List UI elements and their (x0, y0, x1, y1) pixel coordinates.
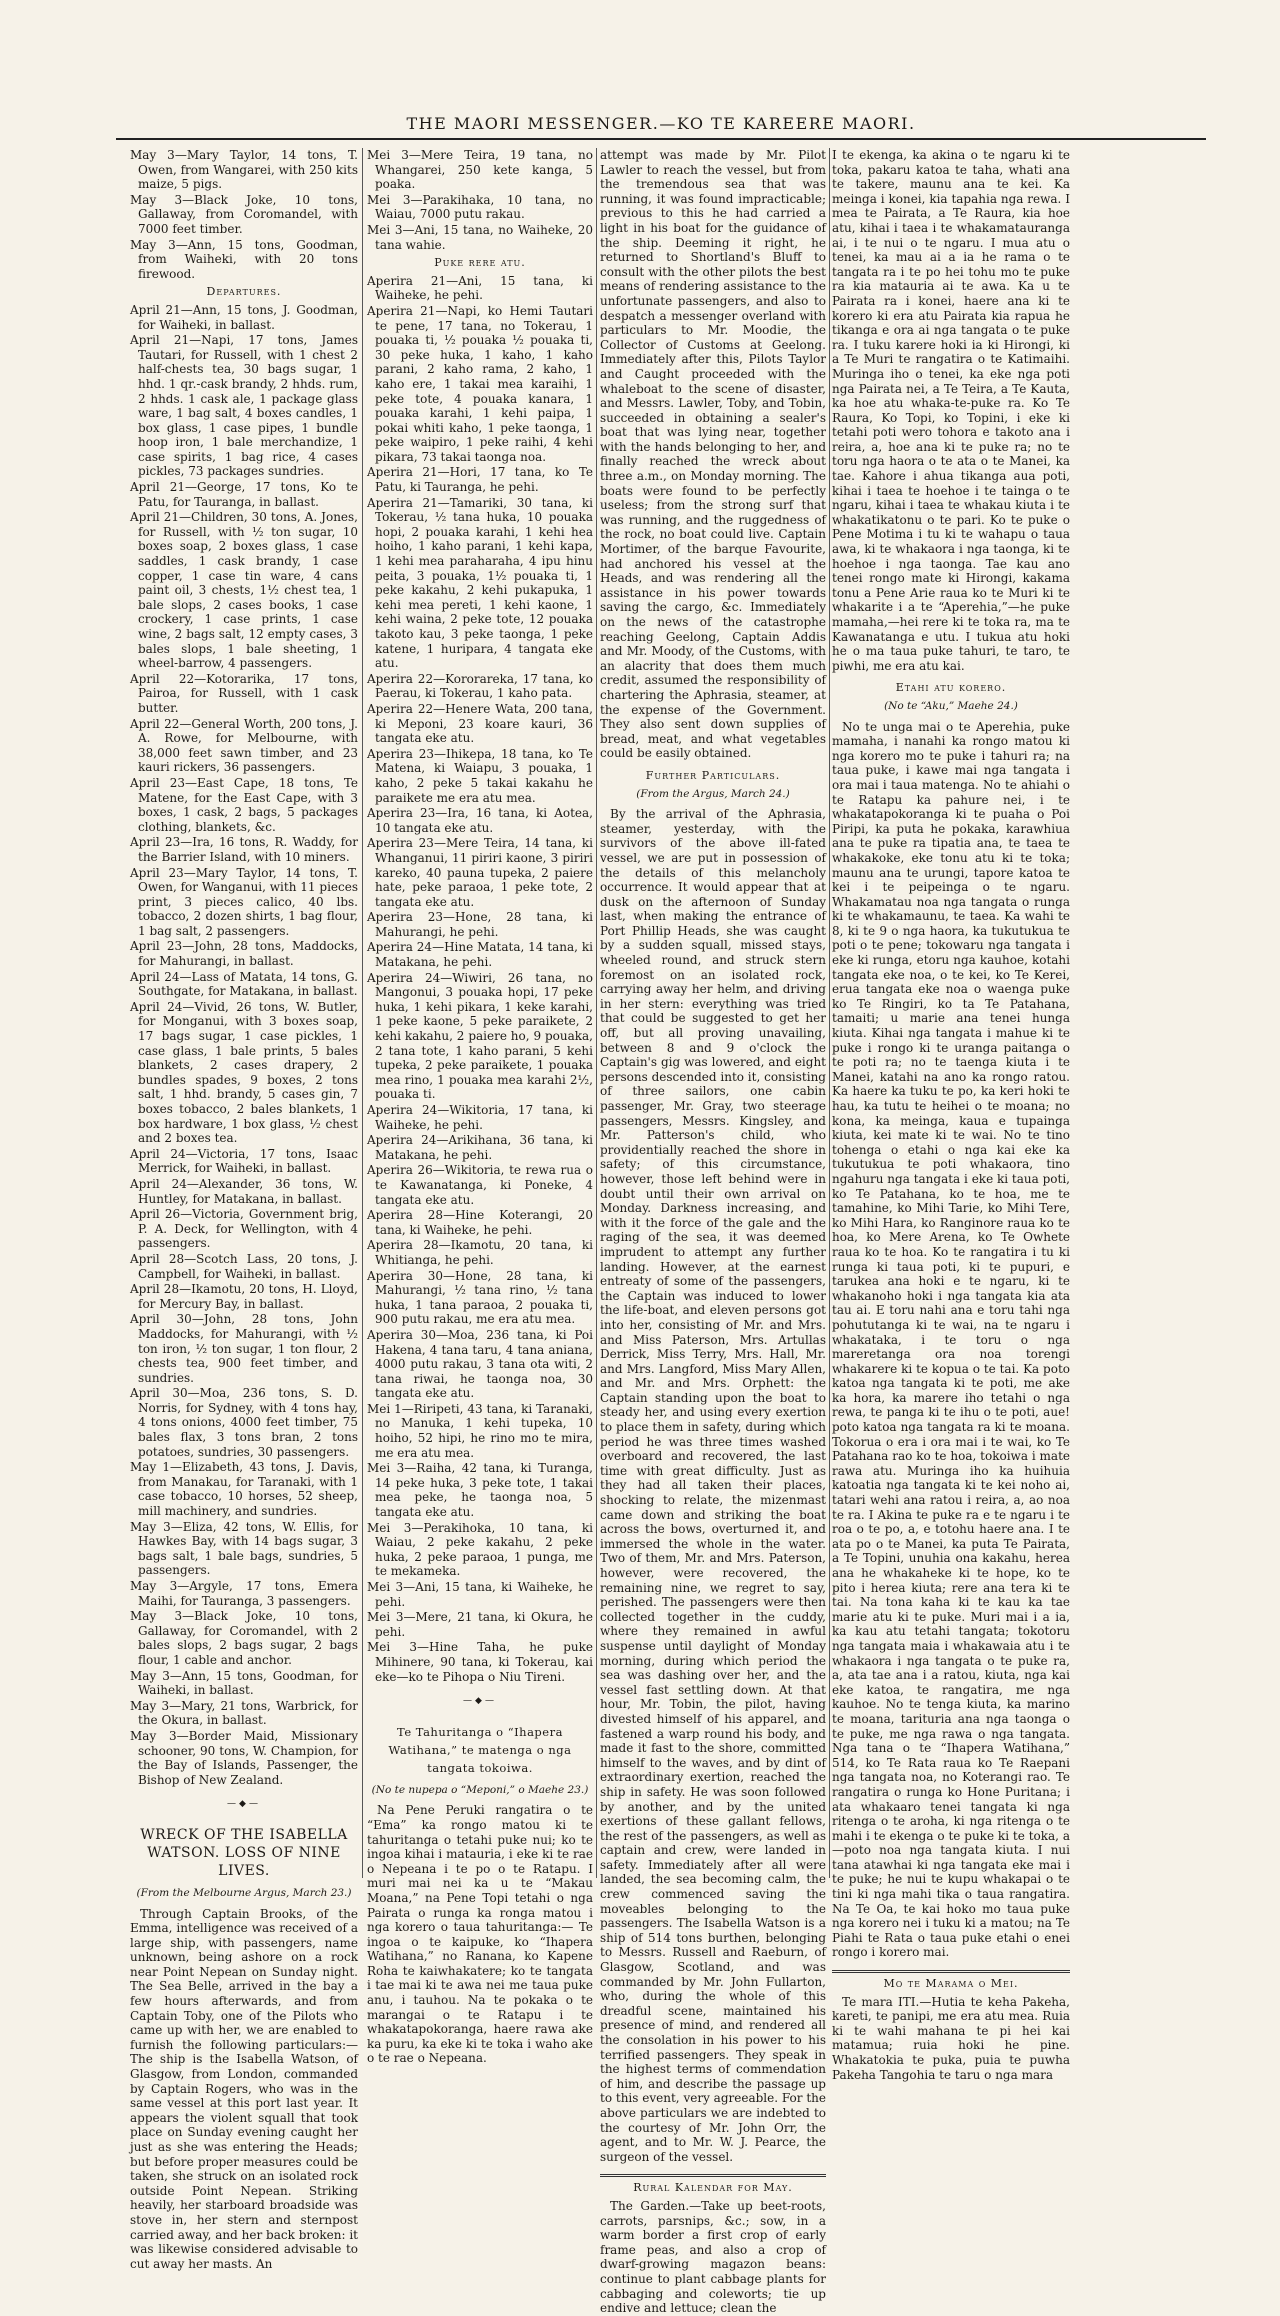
masthead: THE MAORI MESSENGER.—KO TE KAREERE MAORI. (116, 114, 1206, 140)
departure-entry: Aperira 22—Henere Wata, 200 tana, ki Meponi, 23 koare kauri, 36 tangata eke atu. (367, 701, 593, 746)
month-body-maori: Te mara ITI.—Hutia te keha Pakeha, kareti, te panipi, me era atu mea. Ruia ki te wahi mahana te pi hei kai matamua; ruia hoki he pine. Whakatokia te puka, puia te puwha Pakeha Tangohia te taru o nga mara (832, 1994, 1070, 2082)
ornament-divider: —◆— (463, 1696, 497, 1707)
departure-entry: Aperira 21—Tamariki, 30 tana, ki Tokerau, ½ tana huka, 10 pouaka hopi, 2 pouaka karahi, 1 kehi hea hoiho, 1 kaho parani, 1 kehi kapa, 1 kehi mea paraharaha, 4 ipu hinu peita, 3 pouaka, 1½ pouaka ti, 1 peke kakahu, 2 kehi pukapuka, 1 kehi mea pereti, 1 kehi kaone, 1 kehi waina, 2 peke tote, 12 pouaka takoto kau, 3 peke taonga, 1 peke katene, 1 huripara, 4 tangata eke atu. (367, 495, 593, 671)
rural-kalendar-body: The Garden.—Take up beet-roots, carrots, parsnips, &c.; sow, in a warm border a first crop of early frame peas, and also a crop of dwarf-growing magazon beans: continue to plant cabbage plants for cabbaging and coleworts; tie up endive and lettuce; clean the (600, 2198, 826, 2316)
column-rule (362, 148, 363, 1878)
departure-entry: May 3—Border Maid, Missionary schooner, 90 tons, W. Champion, for the Bay of Islands, Passenger, the Bishop of New Zealand. (130, 1728, 358, 1787)
column-rule (829, 148, 830, 1878)
departure-entry: Aperira 23—Ihikepa, 18 tana, ko Te Matena, ki Waiapu, 3 pouaka, 1 kaho, 2 peke 5 takai kakahu he paraikete me era atu mea. (367, 746, 593, 805)
departure-entry: May 1—Elizabeth, 43 tons, J. Davis, from Manakau, for Taranaki, with 1 case tobacco, 10 horses, 52 sheep, mill machinery, and sundries. (130, 1460, 358, 1519)
departure-entry: April 23—East Cape, 18 tons, Te Matene, for the East Cape, with 3 boxes, 1 cask, 2 bags, 5 packages clothing, blankets, &c. (130, 775, 358, 834)
departure-entry: Mei 3—Ani, 15 tana, ki Waiheke, he pehi. (367, 1580, 593, 1609)
wreck-article-continued: attempt was made by Mr. Pilot Lawler to reach the vessel, but from the tremendous sea that was running, it was found impracticable; previous to this he had carried a light in his boat for the guidance of the ship. Deeming it right, he returned to Shortland's Bluff to consult with the other pilots the best means of rendering assistance to the unfortunate passengers, and also to despatch a messenger overland with particulars to Mr. Moodie, the Collector of Customs at Geelong. Immediately after this, Pilots Taylor and Caught proceeded with the whaleboat to the scene of disaster, and Messrs. Lawler, Toby, and Tobin, succeeded in obtaining a sealer's boat that was lying near, together with the hands belonging to her, and finally reached the wreck about three a.m., on Monday morning. The boats were found to be perfectly useless; from the strong surf that was running, and the ruggedness of the rock, no boat could live. Captain Mortimer, of the barque Favourite, had anchored his vessel at the Heads, and was rendering all the assistance in his power towards saving the cargo, &c. Immediately on the news of the catastrophe reaching Geelong, Captain Addis and Mr. Moody, of the Customs, with an alacrity that does them much credit, assumed the responsibility of chartering the Aphrasia, steamer, at the expense of the Government. They also sent down supplies of bread, meat, and what vegetables could be easily obtained. (600, 148, 826, 761)
departure-entry: Aperira 28—Ikamotu, 20 tana, ki Whitianga, he pehi. (367, 1238, 593, 1267)
arrival-entry: May 3—Black Joke, 10 tons, Gallaway, from Coromandel, with 7000 feet timber. (130, 192, 358, 236)
arrival-entry: May 3—Mary Taylor, 14 tons, T. Owen, from Wangarei, with 250 kits maize, 5 pigs. (130, 148, 358, 192)
wreck-article-body: Through Captain Brooks, of the Emma, intelligence was received of a large ship, with passengers, name unknown, being ashore on a rock near Point Nepean on Sunday night. The Sea Belle, arrived in the bay a few hours afterwards, and from Captain Toby, one of the Pilots who came up with her, we are enabled to furnish the following particulars:— The ship is the Isabella Watson, of Glasgow, from London, commanded by Captain Rogers, who was in the same vessel at this port last year. It appears the violent squall that took place on Sunday evening caught her just as she was entering the Heads; but before proper measures could be taken, she struck on an isolated rock outside Point Nepean. Striking heavily, her starboard broadside was stove in, her stern and sternpost carried away, and her back broken: it was likewise considered advisable to cut away her masts. An (130, 1906, 358, 2271)
section-divider (832, 1970, 1070, 1973)
column-2 (367, 148, 593, 2066)
wreck-article-continued-maori: I te ekenga, ka akina o te ngaru ki te toka, pakaru katoa te taha, whati ana te takere, maunu ana te kei. Ka meinga i konei, kia tapahia nga rewa. I mea te Pairata, a Te Raura, kia hoe atu, kihai i taea i te whakamatauranga ai, i te nui o te ngaru. I mua atu o tenei, ka mau ai a ia he rama o te tangata ra i te po hei tohu mo te puke ra kia matauria ai te awa. Ka u te Pairata ra i konei, haere ana ki te korero ki era atu Pairata kia rapua he tikanga e ora ai nga tangata o te puke ra. I tuku karere hoki ia ki Hirongi, ki a Te Muri te rangatira o te Katimaihi. Muringa iho o tenei, ka eke nga poti nga Pairata nei, a Te Teira, a Te Kauta, ka hoe atu whaka-te-puke ra. Ko Te Raura, Ko Topi, ko Topini, i eke ki tetahi poti wero tohora e takoto ana i reira, a, hoe ana ki te puke ra; no te toru nga haora o te ata o te Manei, ka tae. Kahore i ahua tikanga aua poti, kihai i taea te hoehoe i te tainga o te ngaru, kihai i taea te whakau kiuta i te whakatikatonu o te pari. Ko te puke o Pene Motima i tu ki te wahapu o taua awa, ki te whakaora i nga taonga, ki te hoehoe i nga taonga. Tae kau ano tenei rongo mate ki Hirongi, kakama tonu a Pene Arie raua ko te Muri ki te whakarite i a te “Aperehia,”—he puke mamaha,—hei rere ki te toka ra, ma te Kawanatanga e utu. I tukua atu hoki he o ma taua puke tahuri, te taro, te piwhi, me era atu kai. (832, 148, 1070, 673)
departure-entry: Aperira 24—Wiwiri, 26 tana, no Mangonui, 3 pouaka hopi, 17 peke huka, 1 kehi pikara, 1 keke karahi, 1 peke kaone, 5 peke paraikete, 2 kehi kakahu, 2 paiere ho, 9 pouaka, 2 tana tote, 1 kaho parani, 5 kehi tupeka, 2 peke paraikete, 1 pouaka mea rino, 1 pouaka mea karahi 2½, pouaka ti. (367, 970, 593, 1102)
departure-entry: Aperira 21—Napi, ko Hemi Tautari te pene, 17 tana, no Tokerau, 1 pouaka ti, ½ pouaka ½ pouaka ti, 30 peke huka, 1 kaho, 1 kaho parani, 2 kaho rama, 2 kaho, 1 kaho ere, 1 takai mea karaihi, 1 peke tote, 4 pouaka kanara, 1 pouaka karahi, 1 kehi paipa, 1 pokai whiti kaho, 1 peke taonga, 1 peke waipiro, 1 peke raihi, 4 kehi pikara, 73 takai taonga noa. (367, 303, 593, 464)
departure-entry: April 23—Ira, 16 tons, R. Waddy, for the Barrier Island, with 10 miners. (130, 835, 358, 864)
further-particulars-heading-maori: Etahi atu korero. (895, 681, 1007, 695)
departure-entry: April 21—Ann, 15 tons, J. Goodman, for Waiheki, in ballast. (130, 302, 358, 332)
column-rule (596, 148, 597, 1878)
departure-entry: April 22—Kotorarika, 17 tons, Pairoa, for Russell, with 1 cask butter. (130, 671, 358, 715)
departure-entry: April 23—John, 28 tons, Maddocks, for Mahurangi, in ballast. (130, 939, 358, 969)
section-divider (600, 2174, 826, 2177)
departure-entry: May 3—Ann, 15 tons, Goodman, for Waiheki, in ballast. (130, 1668, 358, 1698)
departure-entry: Aperira 23—Ira, 16 tana, ki Aotea, 10 tangata eke atu. (367, 806, 593, 835)
wreck-heading-maori: Te Tahuritanga o “Ihapera Watihana,” te matenga o nga tangata tokoiwa. (388, 1724, 572, 1775)
departure-entry: May 3—Eliza, 42 tons, W. Ellis, for Hawkes Bay, with 14 bags sugar, 3 bags salt, 1 bale bags, sundries, 5 passengers. (130, 1519, 358, 1578)
arrival-entry: May 3—Ann, 15 tons, Goodman, from Waiheki, with 20 tons firewood. (130, 237, 358, 281)
departure-entry: Aperira 24—Hine Matata, 14 tana, ki Matakana, he pehi. (367, 940, 593, 970)
wreck-source: (From the Melbourne Argus, March 23.) (136, 1886, 352, 1899)
wreck-source-maori: (No te nupepa o “Meponi,” o Maehe 23.) (371, 1783, 589, 1796)
departure-entry: Aperira 21—Hori, 17 tana, ko Te Patu, ki Tauranga, he pehi. (367, 465, 593, 495)
departure-entry: April 23—Mary Taylor, 14 tons, T. Owen, for Wanganui, with 11 pieces print, 3 pieces calico, 40 lbs. tobacco, 2 dozen shirts, 1 bag flour, 1 bag salt, 2 passengers. (130, 865, 358, 938)
ornament-divider: —◆— (227, 1799, 261, 1810)
further-particulars-source-maori: (No te “Aku,” Maehe 24.) (884, 699, 1018, 712)
further-particulars-heading: Further Particulars. (645, 768, 781, 782)
departure-entry: April 26—Victoria, Government brig, P. A. Deck, for Wellington, with 4 passengers. (130, 1207, 358, 1251)
departure-entry: May 3—Argyle, 17 tons, Emera Maihi, for Tauranga, 3 passengers. (130, 1579, 358, 1608)
wreck-article-body-maori: Na Pene Peruki rangatira o te “Ema” ka rongo matou ki te tahuritanga o tetahi puke nui; ko te ingoa kihai i matauria, i eke ki te rae o Nepeana i te po o te Ratapu. I muri mai nei ka u te “Makau Moana,” na Pene Topi tetahi o nga Pairata o runga ka ronga matou i nga korero o taua tahuritanga:— Te ingoa o te kaipuke, ko “Ihapera Watihana,” no Ranana, ko Kapene Roha te kaiwhakatere; ko te tangata i tae mai ki te awa nei me taua puke anu, i tauhou. Na te pokaka o te marangai o te Ratapu i te whakatapokoranga, haere rawa ake ka puru, ka eke ki te toka i waho ake o te rae o Nepeana. (367, 1803, 593, 2066)
arrival-entry: Mei 3—Parakihaka, 10 tana, no Waiau, 7000 putu rakau. (367, 192, 593, 222)
departure-entry: Mei 3—Hine Taha, he puke Mihinere, 90 tana, ki Tokerau, kai eke—ko te Pihopa o Niu Tireni. (367, 1640, 593, 1684)
departure-entry: Aperira 24—Wikitoria, 17 tana, ki Waiheke, he pehi. (367, 1103, 593, 1132)
arrival-entry: Mei 3—Mere Teira, 19 tana, no Whangarei, 250 kete kanga, 5 poaka. (367, 148, 593, 192)
departure-entry: May 3—Mary, 21 tons, Warbrick, for the Okura, in ballast. (130, 1698, 358, 1728)
arrival-entry: Mei 3—Ani, 15 tana, no Waiheke, 20 tana wahie. (367, 222, 593, 252)
departure-entry: April 28—Ikamotu, 20 tons, H. Lloyd, for Mercury Bay, in ballast. (130, 1282, 358, 1311)
departure-entry: April 24—Victoria, 17 tons, Isaac Merrick, for Waiheki, in ballast. (130, 1146, 358, 1176)
departure-entry: Aperira 30—Moa, 236 tana, ki Poi Hakena, 4 tana taru, 4 tana aniana, 4000 putu rakau, 3 tana ota witi, 2 tana riwai, he taonga noa, 30 tangata eke atu. (367, 1327, 593, 1401)
departure-entry: Aperira 23—Hone, 28 tana, ki Mahurangi, he pehi. (367, 910, 593, 939)
departure-entry: April 21—George, 17 tons, Ko te Patu, for Tauranga, in ballast. (130, 480, 358, 509)
departure-entry: April 24—Lass of Matata, 14 tons, G. Southgate, for Matakana, in ballast. (130, 969, 358, 999)
column-1 (130, 148, 358, 2271)
further-particulars-body: By the arrival of the Aphrasia, steamer, yesterday, with the survivors of the above ill-fated vessel, we are put in possession of the details of this melancholy occurrence. It would appear that at dusk on the afternoon of Sunday last, when making the entrance of Port Phillip Heads, she was caught by a sudden squall, missed stays, wheeled round, and struck stern foremost on an isolated rock, carrying away her helm, and driving in her stern: everything was tried that could be suggested to get her off, but all proving unavailing, between 8 and 9 o'clock the Captain's gig was lowered, and eight persons descended into it, consisting of three sailors, one cabin passenger, Mr. Gray, two steerage passengers, Messrs. Kingsley, and Mr. Patterson's child, who providentially reached the shore in safety; of this circumstance, however, those left behind were in doubt until their own arrival on Monday. Darkness increasing, and with it the force of the gale and the raging of the sea, it was deemed imprudent to attempt any further landing. However, at the earnest entreaty of some of the passengers, the Captain was induced to lower the life-boat, and eleven persons got into her, consisting of Mr. and Mrs. and Miss Paterson, Mrs. Artullas Derrick, Miss Terry, Mrs. Hall, Mr. and Mrs. Langford, Miss Mary Allen, and Mr. and Mrs. Orphett: the Captain standing upon the boat to steady her, and using every exertion to place them in safety, during which period he was three times washed overboard and recovered, the last time with great difficulty. Just as they had all taken their places, shocking to relate, the mizenmast came down and striking the boat across the bows, overturned it, and immersed the whole in the water. Two of them, Mr. and Mrs. Paterson, however, were recovered, the remaining nine, we regret to say, perished. The passengers were then collected together in the cuddy, where they remained in awful suspense until daylight of Monday morning, during which period the sea was dashing over her, and the vessel fast settling down. At that hour, Mr. Tobin, the pilot, having divested himself of his apparel, and fastened a warp round his body, and made it fast to the shore, committed himself to the waves, and by dint of extraordinary exertion, reached the ship in safety. He was soon followed by another, and by the united exertions of these gallant fellows, the rest of the passengers, as well as captain and crew, were landed in safety. Immediately after all were landed, the sea becoming calm, the crew commenced saving the moveables belonging to the passengers. The Isabella Watson is a ship of 514 tons burthen, belonging to Messrs. Russell and Raeburn, of Glasgow, Scotland, and was commanded by Mr. John Fullarton, who, during the whole of this dreadful scene, maintained his presence of mind, and rendered all the consolation in his power to his terrified passengers. They speak in the highest terms of commendation of him, and describe the passage up to this event, very agreeable. For the above particulars we are indebted to the courtesy of Mr. John Orr, the agent, and to Mr. W. J. Pearce, the surgeon of the vessel. (600, 807, 826, 2164)
departure-entry: Aperira 28—Hine Koterangi, 20 tana, ki Waiheke, he pehi. (367, 1208, 593, 1237)
departure-entry: Mei 3—Mere, 21 tana, ki Okura, he pehi. (367, 1610, 593, 1639)
departure-entry: Aperira 21—Ani, 15 tana, ki Waiheke, he pehi. (367, 273, 593, 303)
departure-entry: April 21—Napi, 17 tons, James Tautari, for Russell, with 1 chest 2 half-chests tea, 30 bags sugar, 1 hhd. 1 qr.-cask brandy, 2 hhds. rum, 2 hhds. 1 cask ale, 1 package glass ware, 1 bag salt, 4 boxes candles, 1 box glass, 1 case pipes, 1 bundle hoop iron, 1 bale merchandize, 1 case spirits, 1 bag rice, 4 cases pickles, 73 packages sundries. (130, 333, 358, 479)
departure-entry: April 28—Scotch Lass, 20 tons, J. Campbell, for Waiheki, in ballast. (130, 1251, 358, 1281)
departure-entry: Aperira 23—Mere Teira, 14 tana, ki Whanganui, 11 piriri kaone, 3 piriri kareko, 40 pauna tupeka, 2 paiere hate, peke paraoa, 1 peke tote, 2 tangata eke atu. (367, 836, 593, 909)
departure-entry: April 24—Alexander, 36 tons, W. Huntley, for Matakana, in ballast. (130, 1176, 358, 1206)
departure-entry: Mei 3—Perakihoka, 10 tana, ki Waiau, 2 peke kakahu, 2 peke huka, 2 peke paraoa, 1 punga, me te mekameka. (367, 1520, 593, 1579)
departure-entry: April 30—John, 28 tons, John Maddocks, for Mahurangi, with ½ ton iron, ½ ton sugar, 1 ton flour, 2 chests tea, 900 feet timber, and sundries. (130, 1312, 358, 1385)
wreck-heading: WRECK OF THE ISABELLA WATSON. LOSS OF NINE LIVES. (140, 1826, 348, 1879)
departure-entry: Aperira 24—Arikihana, 36 tana, ki Matakana, he pehi. (367, 1133, 593, 1162)
further-particulars-source: (From the Argus, March 24.) (636, 787, 790, 800)
departure-entry: April 24—Vivid, 26 tons, W. Butler, for Monganui, with 3 boxes soap, 17 bags sugar, 1 case pickles, 1 case glass, 1 bale prints, 5 bales blankets, 2 cases drapery, 2 bundles spades, 9 boxes, 2 tons salt, 1 hhd. brandy, 5 cases gin, 7 boxes tobacco, 2 bales blankets, 1 box hardware, 1 box glass, ½ chest and 2 boxes tea. (130, 999, 358, 1146)
departures-heading: Puke rere atu. (434, 256, 526, 270)
departures-heading: Departures. (206, 285, 282, 299)
column-4 (832, 148, 1070, 2082)
column-3 (600, 148, 826, 2316)
departure-entry: Mei 1—Riripeti, 43 tana, ki Taranaki, no Manuka, 1 kehi tupeka, 10 hoiho, 52 hipi, he rino mo te mira, me era atu mea. (367, 1401, 593, 1460)
month-heading-maori: Mo te Marama o Mei. (883, 1977, 1019, 1991)
departure-entry: April 30—Moa, 236 tons, S. D. Norris, for Sydney, with 4 tons hay, 4 tons onions, 4000 feet timber, 75 bales flax, 3 tons bran, 2 tons potatoes, sundries, 30 passengers. (130, 1386, 358, 1459)
departure-entry: Aperira 30—Hone, 28 tana, ki Mahurangi, ½ tana rino, ½ tana huka, 1 tana paraoa, 2 pouaka ti, 900 putu rakau, me era atu mea. (367, 1268, 593, 1327)
departure-entry: April 22—General Worth, 200 tons, J. A. Rowe, for Melbourne, with 38,000 feet sawn timber, and 23 kauri rickers, 36 passengers. (130, 716, 358, 775)
departure-entry: Aperira 26—Wikitoria, te rewa rua o te Kawanatanga, ki Poneke, 4 tangata eke atu. (367, 1163, 593, 1207)
rural-kalendar-heading: Rural Kalendar for May. (633, 2181, 793, 2195)
further-particulars-body-maori: No te unga mai o te Aperehia, puke mamaha, i nanahi ka rongo matou ki nga korero mo te puke i tahuri ra; na taua puke, i kawe mai nga tangata i ora mai i taua matenga. No te ahiahi o te Ratapu ka pahure nei, i te whakatapokoranga ki te puaha o Poi Piripi, ka puta he pokaka, karawhiua ana te puke ra tipatia ana, te taea te whakakoke, eke tonu atu ki te toka; maunu ana te urungi, tapore katoa te kei i te peipeinga o te ngaru. Whakamatau noa nga tangata o runga ki te whakamaunu, te taea. Ka wahi te 8, ki te 9 o nga haora, ka tukutukua te poti o te pene; tokowaru nga tangata i eke ki runga, etoru nga kauhoe, kotahi tangata eke noa, o te kei, ko Te Kerei, erua tangata eke noa o waenga puke ko Te Ringiri, ko ta Te Patahana, tamaiti; u marie ana tenei hunga kiuta. Kihai nga tangata i mahue ki te puke i rongo ki te uranga paitanga o te poti ra; no te taenga kiuta i te Manei, katahi na ano ka rongo ratou. Ka haere ka tuku te po, ka keri hoki te hau, ka tutu te heihei o te moana; no kona, ka meinga, kaua e tupainga kiuta, kei mate ki te wai. No te tino tohenga o etahi o nga kai eke ka tukutukua te poti whakaora, tino ngahuru nga tangata i eke ki taua poti, ko Te Patahana, ko te hoa, me te tamahine, ko Mihi Tarie, ko Mihi Tere, ko Mihi Hara, ko Ranginore raua ko te hoa, ko Mere Arena, ko Te Owhete raua ko te hoa. Ko te rangatira i tu ki runga ki taua poti, ki te pupuri, e tarukea ana hoki e te ngaru, ki te whakanoho hoki i nga tangata kia ata tau ai. E toru nahi ana e toru tahi nga pohututanga ki te wai, na te ngaru i whakataka, i te toru o nga mareretanga ora noa torengi whakarere ki te kopua o te tai. Ka poto katoa nga tangata ki te poti, me ake ka hora, ka marere iho tetahi o nga rewa, te panga ki te ihu o te poti, aue! poto katoa nga tangata ra ki te moana. Tokorua o era i ora mai i te wai, ko Te Patahana rao ko te hoa, tokoiwa i mate rawa atu. Muringa iho ka huihuia katoatia nga tangata ki te kei noho ai, tatari wehi ana ratou i reira, a, ao noa te ra. I Akina te puke ra e te ngaru i te roa o te po, a, e totohu haere ana. I te ata po o te Manei, ka puta Te Pairata, a Te Topini, unuhia ona kakahu, herea ana he whakaheke ki te hope, ko te pito i herea kiuta; rere ana tera ki te tai. Na tona kaha ki te kau ka tae marie atu ki te puke. Muri mai i a ia, ka kau atu tetahi tangata; tokotoru nga tangata maia i whakawaia atu i te whakaora i nga tangata o te puke ra, a, ata tae ana i a ratou, kiuta, nga kai eke katoa, te rangatira, me nga kauhoe. No te tenga kiuta, ka marino te moana, tarituria ana nga taonga o te puke, me nga rawa o nga tangata. Nga tana o te “Ihapera Watihana,” 514, ko Te Rata raua ko Te Raepani nga tangata noa, no Koterangi rao. Te rangatira o runga ko Hone Puritana; i ata whakaaro tenei tangata ki nga ritenga o te aroha, ki nga ritenga o te mahi i te ekenga o te puke ki te toka, a—poto noa nga tangata kiuta. I nui tana atawhai ki nga tangata eke mai i te puke; he nui te kupu whakapai o te tini ki nga mahi tika o taua rangatira. Na Te Oa, te kai hoko mo taua puke nga korero nei i tuku ki a matou; na Te Piahi te Rata o taua puke etahi o enei rongo i korero mai. (832, 719, 1070, 1960)
departure-entry: Aperira 22—Kororareka, 17 tana, ko Paerau, ki Tokerau, 1 kaho pata. (367, 671, 593, 701)
departure-entry: May 3—Black Joke, 10 tons, Gallaway, for Coromandel, with 2 bales slops, 2 bags sugar, 2 bags flour, 1 cable and anchor. (130, 1609, 358, 1667)
departure-entry: Mei 3—Raiha, 42 tana, ki Turanga, 14 peke huka, 3 peke tote, 1 takai mea peke, he taonga noa, 5 tangata eke atu. (367, 1461, 593, 1520)
departure-entry: April 21—Children, 30 tons, A. Jones, for Russell, with ½ ton sugar, 10 boxes soap, 2 boxes glass, 1 case saddles, 1 cask brandy, 1 case copper, 1 case tin ware, 4 cans paint oil, 3 chests, 1½ chest tea, 1 bale slops, 2 cases books, 1 case crockery, 1 case prints, 1 case wine, 2 bags salt, 12 empty cases, 3 bales slops, 1 bale sheeting, 1 wheel-barrow, 4 passengers. (130, 510, 358, 671)
